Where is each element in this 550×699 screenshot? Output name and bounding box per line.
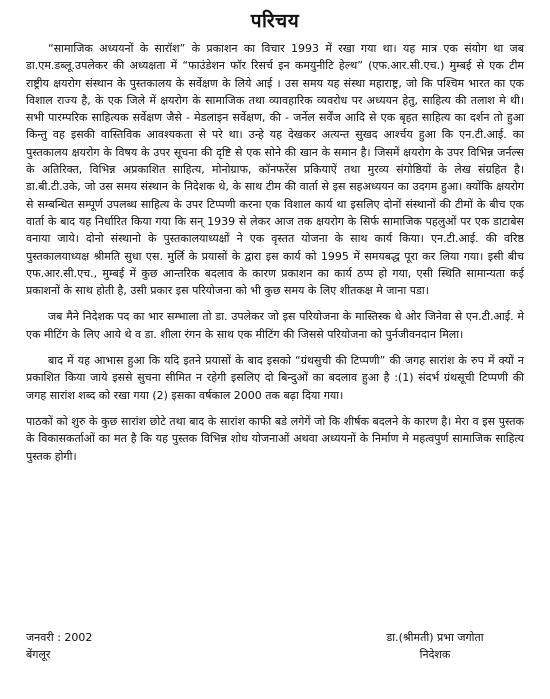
place-text: बेंगलूर — [26, 648, 51, 661]
paragraph-revival: जब मैने निदेशक पद का भार सम्भाला तो डा. उपलेकर जो इस परियोजना के मास्तिस्क थे ओर जिनेवा से एन.टी.आई. मे एक मीटिंग के लिए आये थे व डा. शीला रंगन के साथ एक मीटिंग की जिससे परियोजना को पुर्नजीवनदान मिला। — [26, 310, 524, 341]
paragraph-readers: पाठकों को शुरु के कुछ सारांश छोटे तथा बाद के सारांश काफी बडे लगेगें जो कि शीर्षक बदलने के कारण है। मेरा व इस पुस्तक के विकासकर्ताओं का मत है कि यह पुस्तक विभिन्न शोध योजनाओं अथवा अध्ययनों के निर्माण मे महत्वपुर्ण सामाजिक साहित्य पुस्तक होगी। — [26, 414, 524, 463]
paragraph-changes: बाद में यह आभास हुआ कि यदि इतने प्रयासों के बाद इसको “ग्रंथसुची की टिप्पणी” की जगह सारांश के रुप में क्यों न प्रकाशित किया जाये इससे सुचना सीमित न रहेगी इसलिए दो बिन्दुओं का बदलाव हुआ है :(1) संदर्भ ग्रंथसूची टिप्पणी की जगह सारांश शब्द को रखा गया (2) इसका वर्षकाल 2000 तक बढ़ा दिया गया। — [26, 354, 524, 402]
signature-block — [26, 629, 510, 663]
page-title: परिचय — [250, 10, 300, 32]
footer-row-bottom — [26, 646, 510, 663]
date-text: जनवरी : 2002 — [26, 631, 93, 644]
paragraph-history: “सामाजिक अध्ययनों के सारॉश” के प्रकाशन का विचार 1993 में रखा गया था। यह मात्र एक संयोग था जब डा.एम.डब्लू.उपलेकर की अध्यक्षता में “फाउंडेशन फॉर रिसर्च इन कमयुनीटि हेल्थ” (एफ.आर.सी.एच.) मुम्बई से एक टीम राष्ट्रीय क्षयरोग संस्थान के पुस्तकालय के सर्वेक्षण के लिये आई । उस समय यह संस्था महाराष्ट्र, जो कि पश्चिम भारत का एक विशाल राज्य है, के एक जिले में क्षयरोग के सामाजिक तथा व्यावहारिक व्यवरोध पर अध्ययन हेतु, साहित्य की तलाश मे थी। सभी पारम्परिक साहित्यक सर्वेक्षण जैसे - मेडलाइन सर्वेक्षण, की - जर्नेल सर्वेंज आदि से एक बृहत साहित्य का दर्शन तो हुआ किन्तु वह इसकी वास्तिविक आवश्यकता से परे था। उन्हे यह देखकर अत्यन्त सुखद आर्श्चय हुआ कि एन.टी.आई. का पुस्तकालय क्षयरोग के विषय के उपर सूचना की दृष्टि से एक सोने की खान के समान है। जिसमें क्षयरोग के उपर विभिन्न जर्नल्स के अतिरिक्त, विभिन्न अप्रकाशित साहित्य, मोनोग्राफ, कॉनफरेंस प्रकियाऐं तथा मुरव्य संगोष्ठियों के लेख संग्रहित है। डा.बी.टी.उके, जो उस समय संस्थान के निदेशक थे, के साथ टीम की वार्ता से इस सहअध्ययन का उदगम हुआ। क्योंकि क्षयरोग से सम्बन्धित सम्पूर्ण उपलब्ध साहित्य के उपर टिप्पणी करना एक विशाल कार्य था इसलिए दोनों संस्थानों की टीमों के बीच एक वार्ता के बाद यह निर्धारित किया गया कि सन् 1939 से लेकर आज तक क्षयरोग के सिर्फ सामाजिक पहलुओं पर एक डाटाबेस वनाया जाये। दोनो संस्थानो के पुस्तकालयाध्यक्षों ने एक वृस्तत योजना के साथ कार्य किया। एन.टी.आई. की वरिष्ठ पुस्तकालयाध्यक्ष श्रीमति सुधा एस. मुर्लि के प्रयासों के द्वारा इस कार्य को 1995 में समयबद्ध पूरा कर लिया गया। इसी बीच एफ.आर.सी.एच., मुम्बई में कुछ आन्तरिक बदलाव के कारण प्रकाशन का कार्य ठप्प हो गया, एसी स्थिति सामान्यता कई प्रकाशनों के साथ होती है, उसी प्रकार इस परियोजना को भी कुछ समय के लिए शीतकक्ष मे जाना पडा। — [26, 42, 524, 298]
footer-row-top — [26, 629, 510, 646]
signatory-title: निदेशक — [419, 648, 451, 661]
signatory-name: डा.(श्रीमती) प्रभा जगोता — [386, 631, 484, 644]
